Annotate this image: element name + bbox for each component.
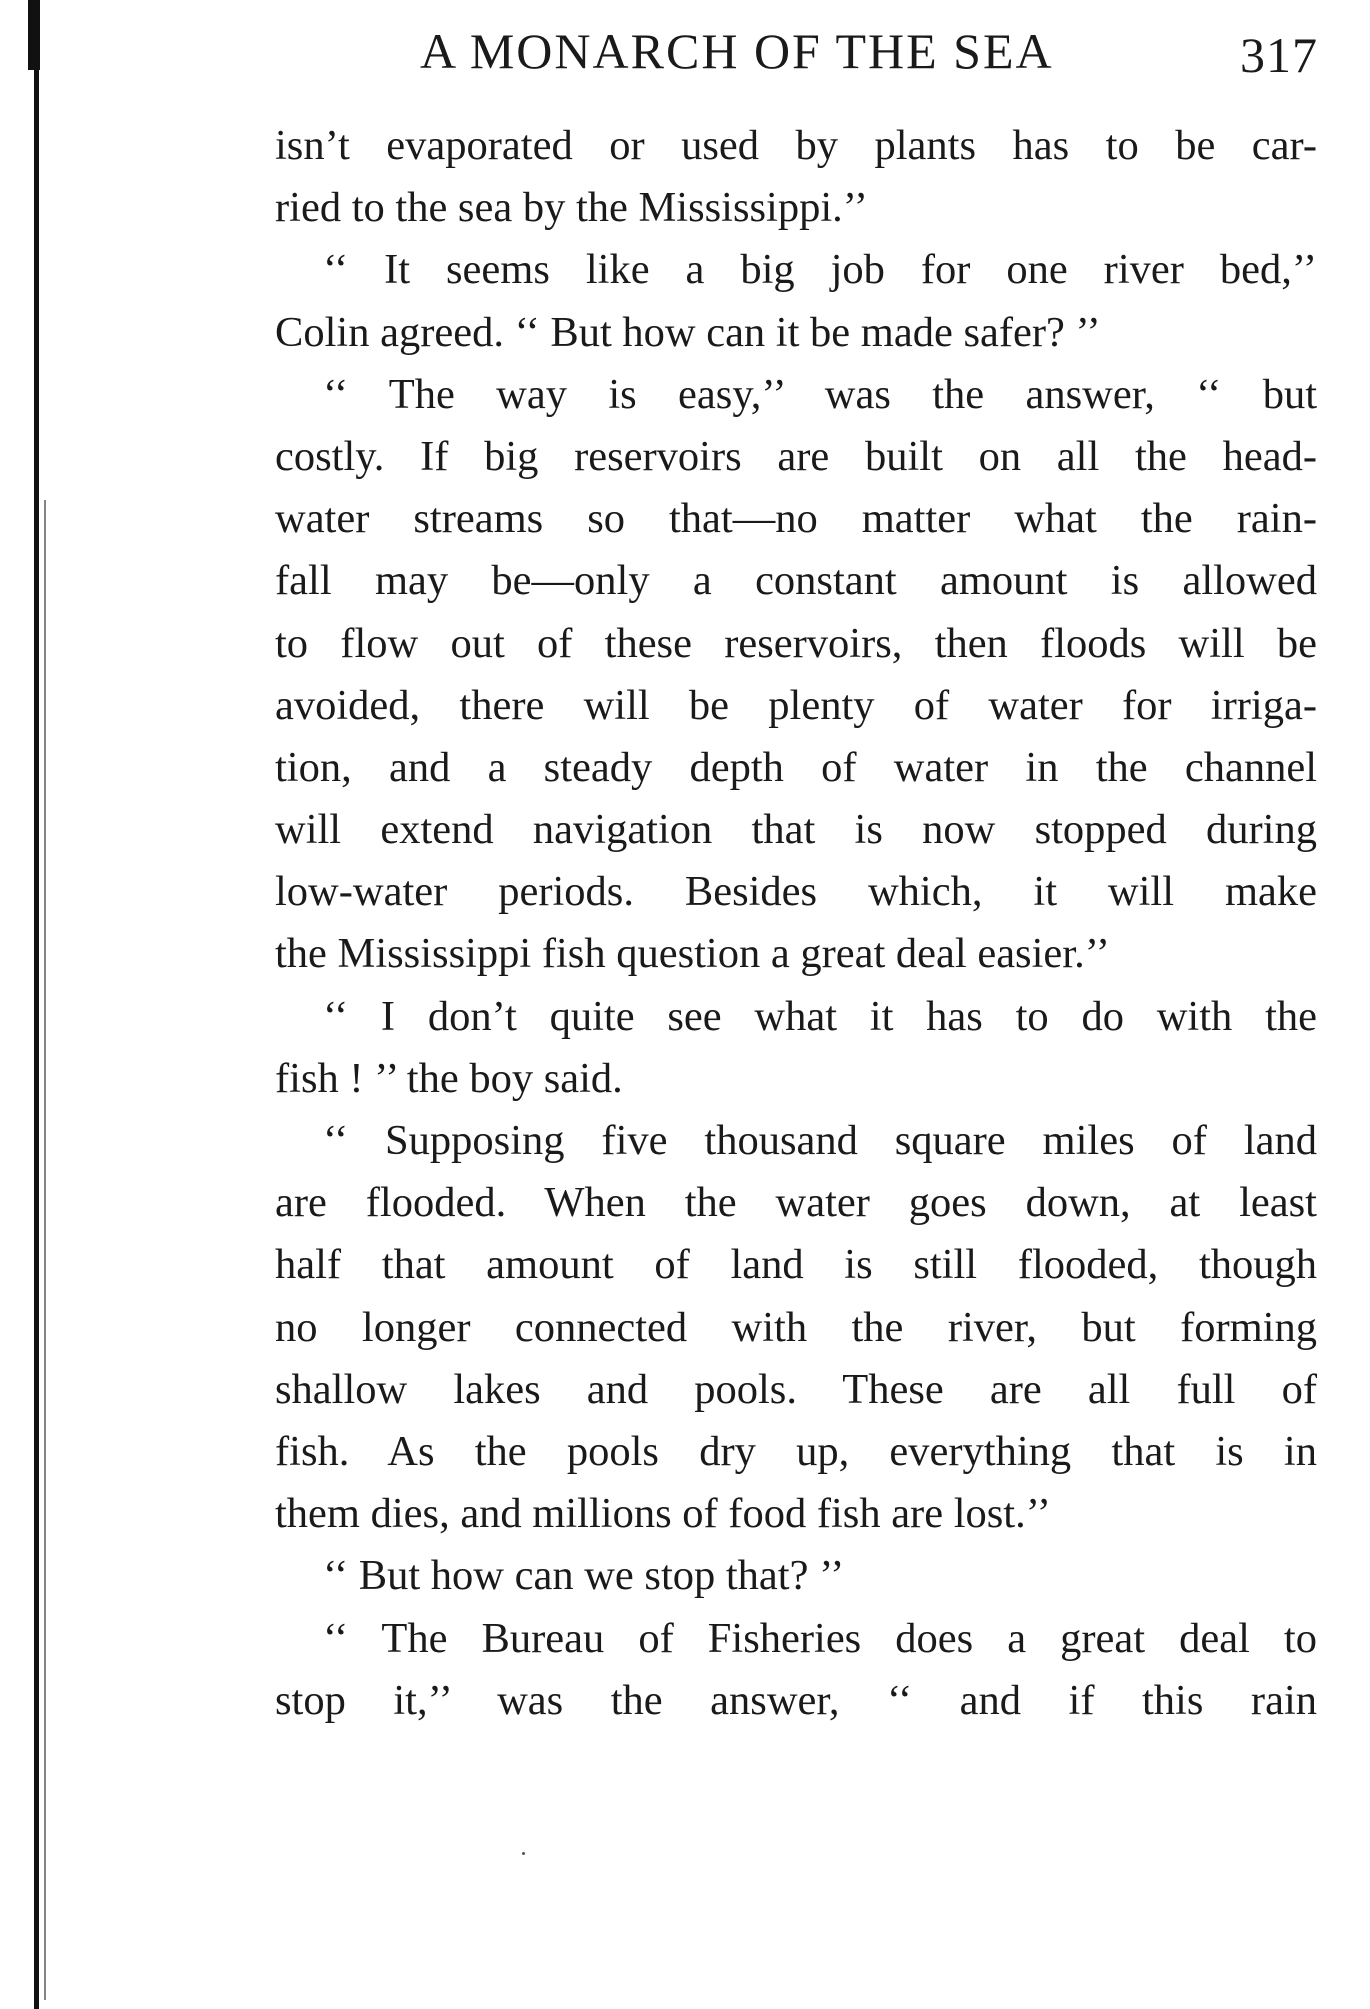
text-line: fish. As the pools dry up, everything that is in bbox=[275, 1427, 1317, 1475]
text-line: Colin agreed. ‘‘ But how can it be made safer? ’’ bbox=[275, 308, 1101, 356]
text-line: to flow out of these reservoirs, then floods will be bbox=[275, 619, 1317, 667]
text-line: no longer connected with the river, but forming bbox=[275, 1303, 1317, 1351]
text-line: costly. If big reservoirs are built on all the head- bbox=[275, 432, 1317, 480]
text-line: ried to the sea by the Mississippi.’’ bbox=[275, 184, 868, 232]
text-line: half that amount of land is still flooded, though bbox=[275, 1241, 1317, 1289]
text-line: ‘‘ The Bureau of Fisheries does a great deal to bbox=[323, 1614, 1317, 1662]
text-line: ‘‘ I don’t quite see what it has to do with the bbox=[323, 992, 1317, 1040]
text-line: ‘‘ It seems like a big job for one river bed,’’ bbox=[323, 246, 1317, 294]
page-number: 317 bbox=[1240, 27, 1318, 83]
body-text bbox=[275, 115, 1317, 1732]
text-line: avoided, there will be plenty of water for irriga- bbox=[275, 681, 1317, 729]
text-line: isn’t evaporated or used by plants has to be car- bbox=[275, 122, 1317, 169]
text-line: tion, and a steady depth of water in the channel bbox=[275, 743, 1317, 791]
text-line: the Mississippi fish question a great deal easier.’’ bbox=[275, 930, 1110, 978]
text-line: are flooded. When the water goes down, at least bbox=[275, 1179, 1317, 1227]
text-line: will extend navigation that is now stopped during bbox=[275, 806, 1317, 854]
text-line: fish ! ’’ the boy said. bbox=[275, 1054, 623, 1102]
text-line: ‘‘ Supposing five thousand square miles of land bbox=[323, 1117, 1317, 1164]
running-head-title: A MONARCH OF THE SEA bbox=[420, 23, 1054, 79]
binding-edge-inner-shadow bbox=[44, 500, 46, 2000]
text-line: low-water periods. Besides which, it will make bbox=[275, 868, 1317, 916]
text-line: shallow lakes and pools. These are all full of bbox=[275, 1365, 1317, 1413]
running-head bbox=[420, 22, 1320, 92]
text-line: them dies, and millions of food fish are lost.’’ bbox=[275, 1490, 1051, 1538]
print-speck bbox=[522, 1852, 525, 1855]
text-line: ‘‘ But how can we stop that? ’’ bbox=[323, 1552, 845, 1600]
binding-edge-shadow bbox=[34, 0, 39, 2009]
text-line: water streams so that—no matter what the rain- bbox=[275, 495, 1317, 543]
text-line: stop it,’’ was the answer, ‘‘ and if this rain bbox=[275, 1676, 1317, 1724]
text-line: ‘‘ The way is easy,’’ was the answer, ‘‘ but bbox=[323, 370, 1317, 418]
text-line: fall may be—only a constant amount is allowed bbox=[275, 557, 1317, 605]
